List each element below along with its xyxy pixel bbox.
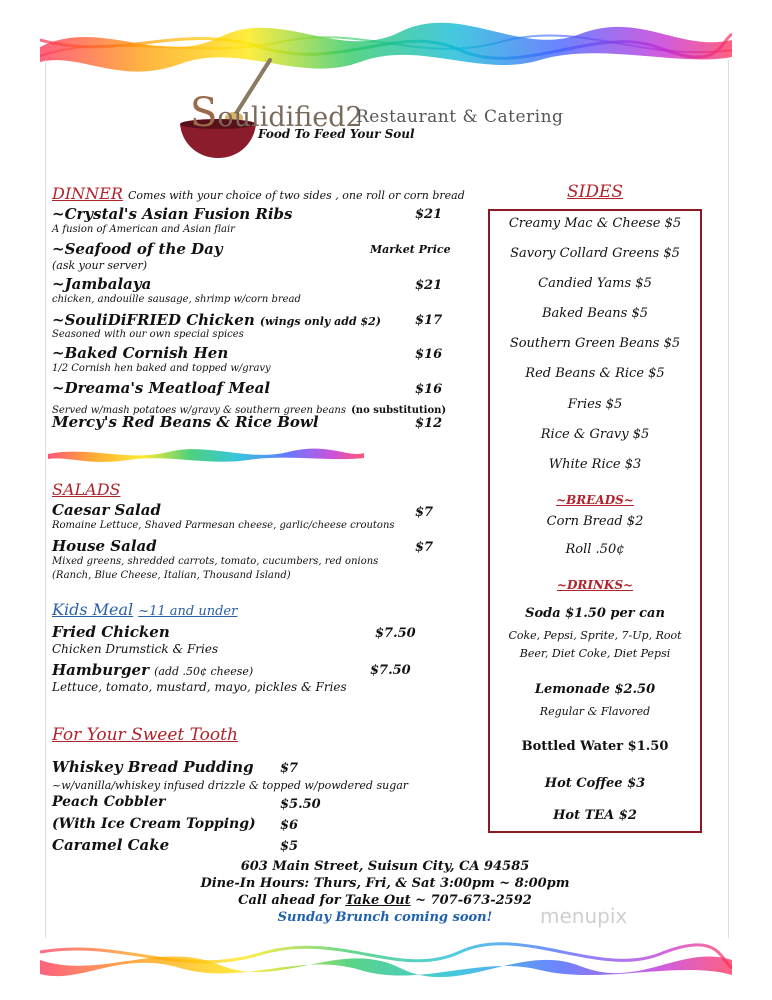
- footer-take-out: Take Out: [345, 893, 411, 908]
- drink-soda: Soda $1.50 per can: [525, 606, 665, 621]
- side-item: White Rice $3: [548, 457, 642, 472]
- dinner-item-name: ~Baked Cornish Hen: [52, 344, 229, 362]
- dinner-item-desc: Served w/mash potatoes w/gravy & southern green beans: [52, 405, 346, 416]
- dinner-item-name: ~SouliDiFRIED Chicken: [52, 311, 255, 329]
- sweet-item-name: Caramel Cake: [52, 836, 170, 854]
- brand-name: Soulidified2: [190, 90, 363, 136]
- salad-item-desc: Romaine Lettuce, Shaved Parmesan cheese, garlic/cheese croutons: [52, 520, 395, 531]
- sides-heading: SIDES: [566, 182, 624, 202]
- dinner-item-price: Market Price: [370, 243, 451, 256]
- dinner-item-name: Mercy's Red Beans & Rice Bowl: [52, 413, 319, 431]
- drink-lemonade-desc: Regular & Flavored: [539, 705, 651, 718]
- dinner-item-desc-note: (no substitution): [351, 405, 447, 416]
- kids-item-name: Fried Chicken: [52, 623, 170, 641]
- dinner-item-name: ~Seafood of the Day: [52, 240, 223, 258]
- drink-soda-desc: Coke, Pepsi, Sprite, 7-Up, Root Beer, Diet Coke, Diet Pepsi: [508, 629, 682, 660]
- kids-header: [52, 600, 237, 619]
- salad-item-price: $7: [415, 505, 434, 520]
- dinner-item-price: $17: [415, 313, 443, 328]
- drink-lemonade: Lemonade $2.50: [534, 682, 656, 697]
- footer-brunch: Sunday Brunch coming soon!: [277, 910, 493, 925]
- dinner-item-price: $16: [415, 347, 443, 362]
- brand-tagline: Food To Feed Your Soul: [258, 127, 415, 141]
- dinner-item-name: ~Crystal's Asian Fusion Ribs: [52, 205, 293, 223]
- drink-tea: Hot TEA $2: [553, 808, 637, 823]
- dinner-header: [52, 184, 465, 203]
- dinner-heading: DINNER: [52, 184, 123, 203]
- salads-heading: SALADS: [52, 480, 121, 499]
- sweet-item-price: $5.50: [280, 797, 321, 812]
- watermark: menupix: [540, 904, 628, 928]
- side-item: Candied Yams $5: [538, 276, 652, 291]
- dinner-item-desc: A fusion of American and Asian flair: [52, 224, 235, 235]
- breads-heading: ~BREADS~: [556, 493, 634, 507]
- sweet-item-price: $5: [280, 839, 299, 854]
- kids-item-desc: Lettuce, tomato, mustard, mayo, pickles & Fries: [52, 680, 347, 694]
- dinner-item-title-row: [52, 310, 381, 329]
- side-item: Fries $5: [567, 397, 623, 412]
- footer-call-prefix: Call ahead for: [238, 893, 341, 908]
- dinner-item-desc: chicken, andouille sausage, shrimp w/corn bread: [52, 294, 301, 305]
- kids-heading-note: ~11 and under: [138, 604, 238, 619]
- dinner-item-desc: 1/2 Cornish hen baked and topped w/gravy: [52, 363, 271, 374]
- bread-item: Roll .50¢: [565, 542, 625, 557]
- side-item: Rice & Gravy $5: [540, 427, 650, 442]
- kids-item-note: (add .50¢ cheese): [154, 665, 254, 678]
- dinner-item-desc: Seasoned with our own special spices: [52, 329, 244, 340]
- dinner-item-name: ~Dreama's Meatloaf Meal: [52, 379, 271, 397]
- dinner-note: Comes with your choice of two sides , one roll or corn bread: [127, 189, 465, 202]
- salad-item-name: Caesar Salad: [52, 501, 161, 519]
- drinks-heading: ~DRINKS~: [556, 578, 634, 592]
- drink-water: Bottled Water $1.50: [521, 739, 669, 754]
- salad-item-desc2: (Ranch, Blue Cheese, Italian, Thousand Island): [52, 570, 291, 581]
- dinner-item-desc: (ask your server): [52, 259, 148, 272]
- salad-item-price: $7: [415, 540, 434, 555]
- kids-item-price: $7.50: [370, 663, 411, 678]
- sweet-item-name: (With Ice Cream Topping): [52, 816, 256, 832]
- dinner-item-note: (wings only add $2): [259, 315, 381, 328]
- dinner-item-price: $21: [415, 278, 443, 293]
- dinner-item-price: $12: [415, 416, 443, 431]
- sweets-heading: For Your Sweet Tooth: [52, 725, 238, 745]
- footer-phone: ~ 707-673-2592: [415, 893, 532, 908]
- side-item: Red Beans & Rice $5: [525, 366, 665, 381]
- kids-item-title-row: [52, 660, 253, 679]
- dinner-item-price: $21: [415, 207, 443, 222]
- sweet-item-price: $7: [280, 761, 299, 776]
- brand-subtitle: Restaurant & Catering: [356, 107, 564, 127]
- side-item: Baked Beans $5: [541, 306, 649, 321]
- footer-address: 603 Main Street, Suisun City, CA 94585: [240, 859, 530, 874]
- drink-coffee: Hot Coffee $3: [544, 776, 646, 791]
- side-item: Savory Collard Greens $5: [510, 246, 680, 261]
- rainbow-smoke-footer: [40, 930, 732, 990]
- kids-item-desc: Chicken Drumstick & Fries: [52, 642, 219, 656]
- bread-item: Corn Bread $2: [546, 514, 644, 529]
- kids-item-name: Hamburger: [52, 661, 149, 679]
- salad-item-desc: Mixed greens, shredded carrots, tomato, cucumbers, red onions: [52, 556, 379, 567]
- dinner-item-price: $16: [415, 382, 443, 397]
- sweet-item-name: Whiskey Bread Pudding: [52, 758, 254, 776]
- dinner-item-name: ~Jambalaya: [52, 275, 152, 293]
- sweet-item-price: $6: [280, 818, 299, 833]
- salad-item-name: House Salad: [52, 537, 157, 555]
- sweet-item-desc: ~w/vanilla/whiskey infused drizzle & topped w/powdered sugar: [52, 779, 409, 792]
- sweet-item-name: Peach Cobbler: [52, 794, 166, 810]
- footer-hours: Dine-In Hours: Thurs, Fri, & Sat 3:00pm ~ 8:00pm: [200, 876, 570, 891]
- kids-item-price: $7.50: [375, 626, 416, 641]
- side-item: Southern Green Beans $5: [509, 336, 681, 351]
- side-item: Creamy Mac & Cheese $5: [508, 216, 682, 231]
- kids-heading: Kids Meal: [52, 600, 134, 619]
